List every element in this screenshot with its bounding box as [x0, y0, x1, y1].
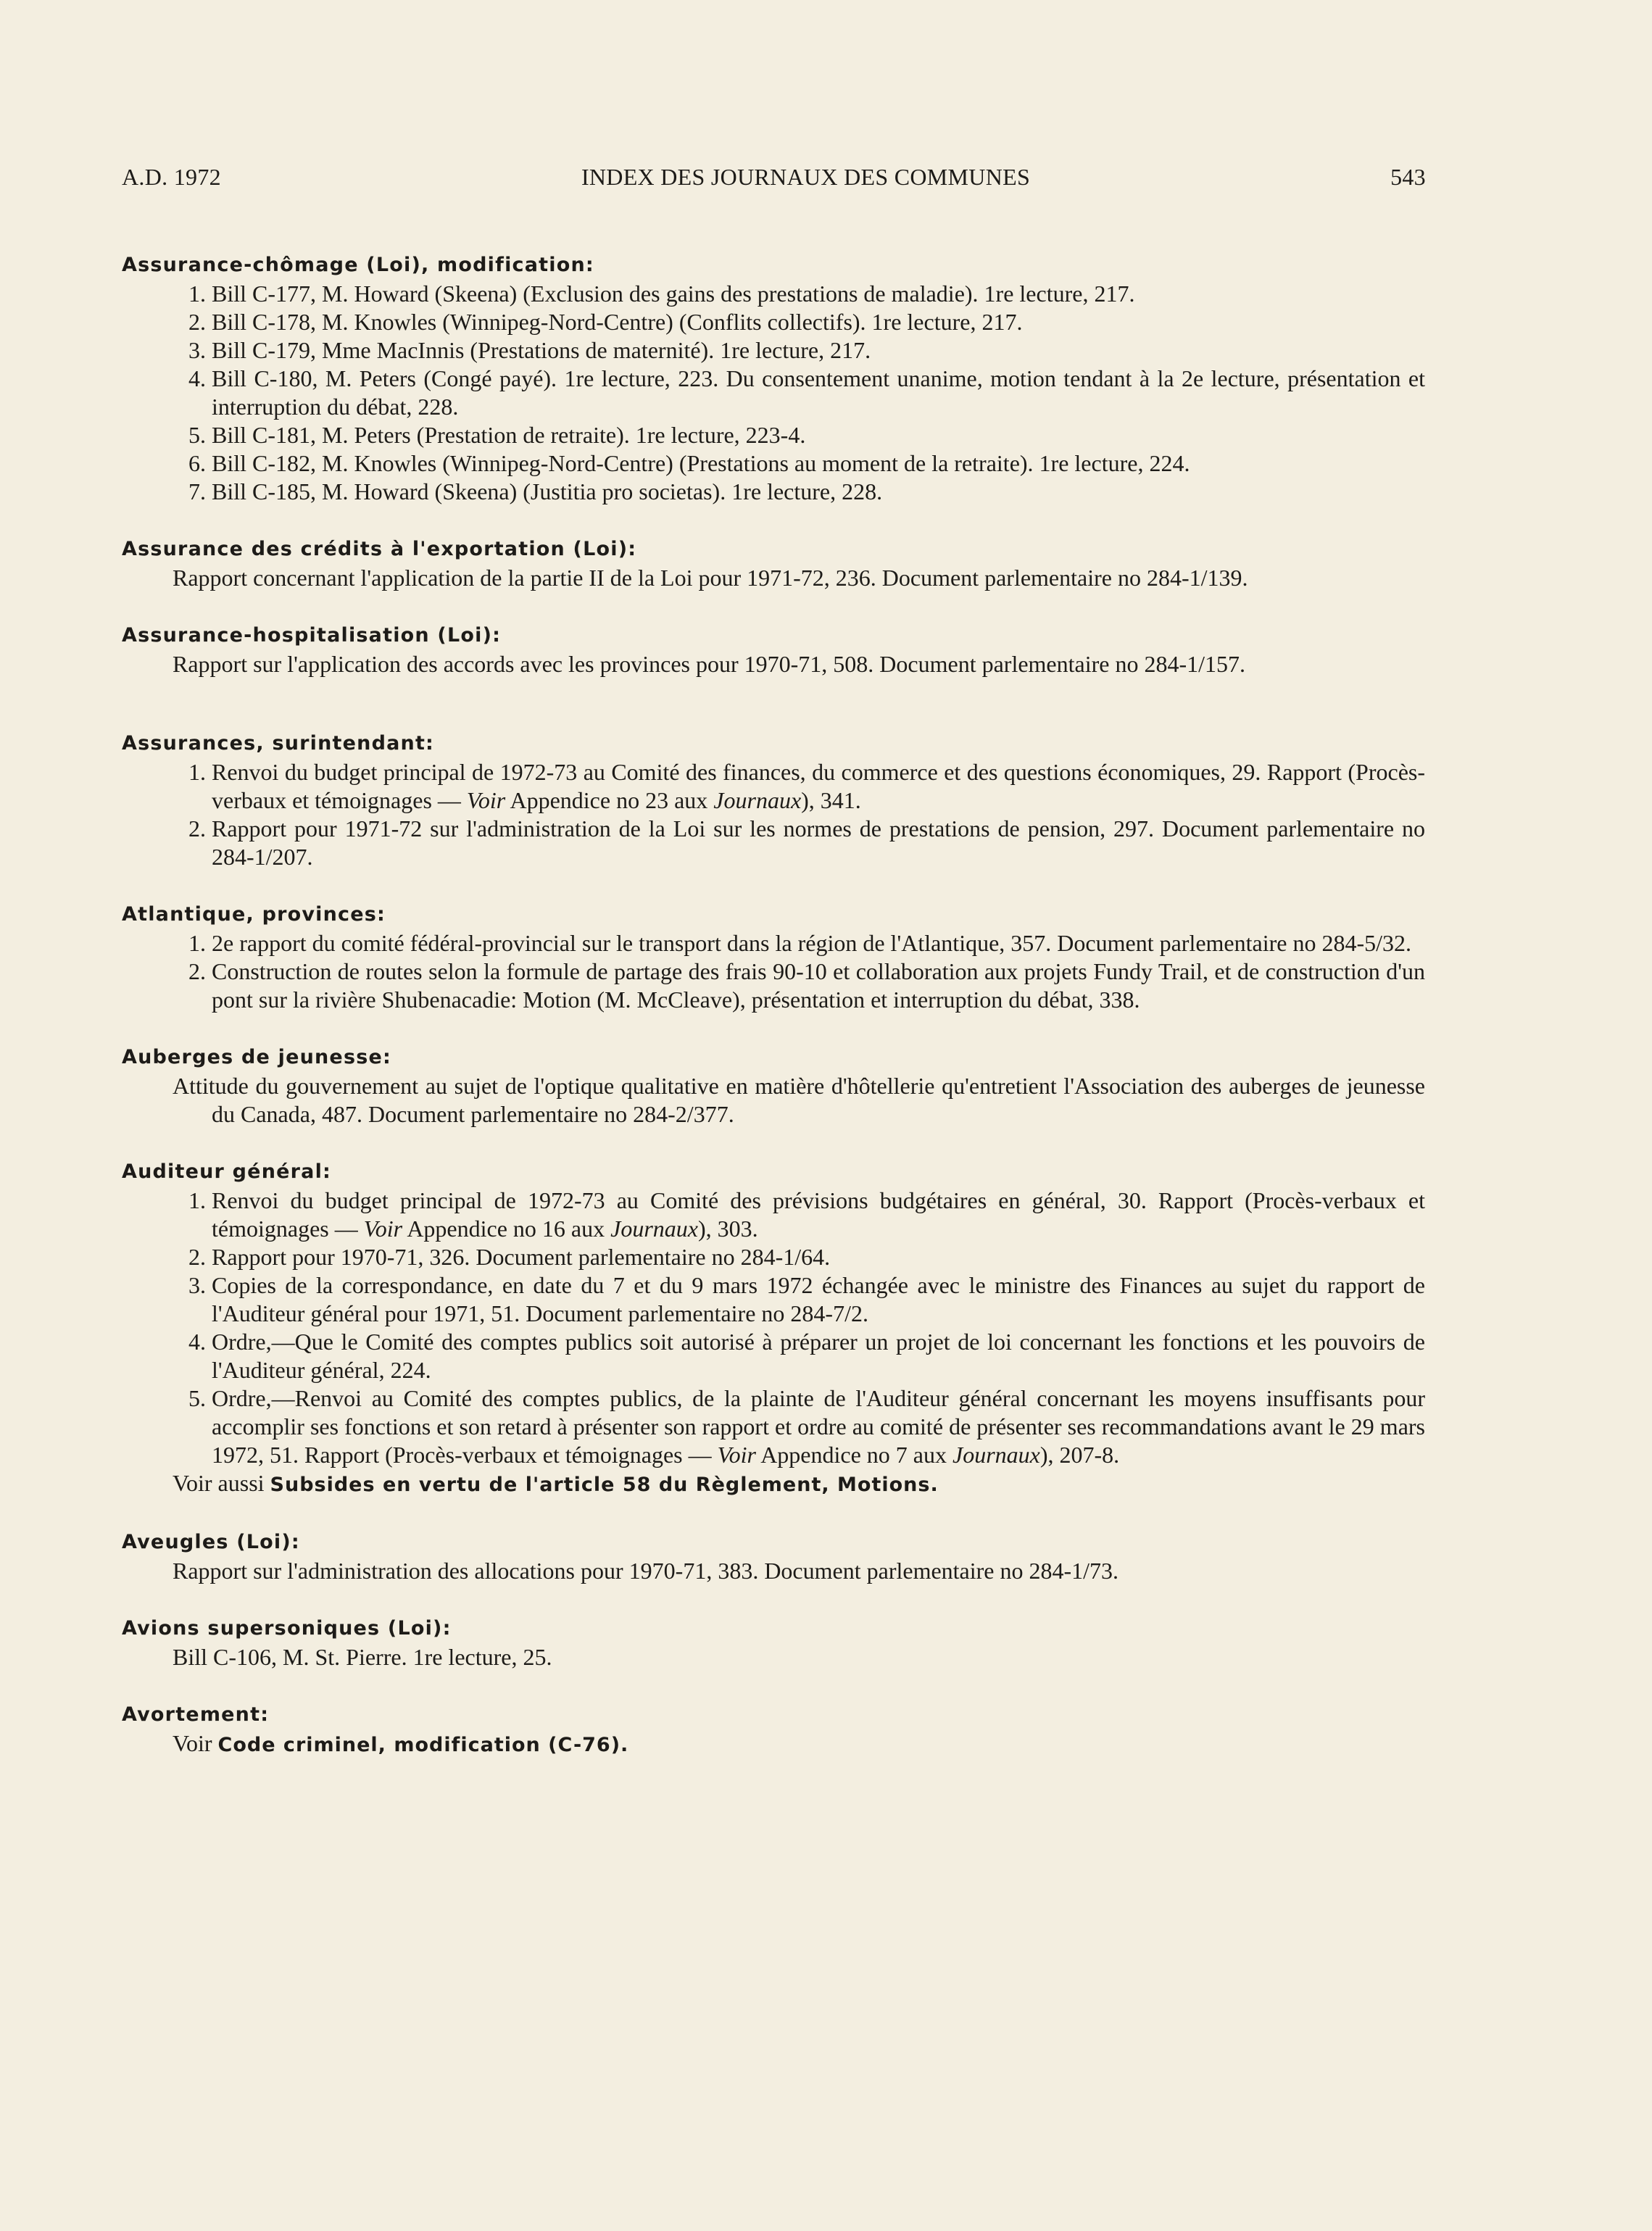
list-item: 2. Rapport pour 1971-72 sur l'administration de la Loi sur les normes de prestations de pension, 297. Document parlementaire no 284-1/207. [188, 815, 1425, 870]
list-item: 6. Bill C-182, M. Knowles (Winnipeg-Nord-Centre) (Prestations au moment de la retraite). 1re lecture, 224. [188, 450, 1190, 476]
index-entry-atlantique-provinces [120, 900, 1425, 1014]
index-entry-auditeur-general [120, 1158, 1425, 1499]
list-item: 2. Bill C-178, M. Knowles (Winnipeg-Nord-Centre) (Conflits collectifs). 1re lecture, 217. [188, 309, 1023, 335]
see-reference: Voir Code criminel, modification (C-76). [173, 1730, 629, 1756]
index-entry-assurance-chomage [120, 251, 1425, 506]
entry-text: Rapport sur l'application des accords avec les provinces pour 1970-71, 508. Document parlementaire no 284-1/157. [173, 651, 1246, 677]
list-item: 1. Renvoi du budget principal de 1972-73 au Comité des finances, du commerce et des questions économiques, 29. Rapport (Procès-verbaux et témoignages — Voir Appendice no 23 aux Journaux), 341. [188, 759, 1425, 813]
page-number: 543 [1390, 164, 1426, 190]
list-item: 4. Ordre,—Que le Comité des comptes publics soit autorisé à préparer un projet de loi concernant les fonctions et les pouvoirs de l'Auditeur général, 224. [188, 1329, 1425, 1383]
list-item: 7. Bill C-185, M. Howard (Skeena) (Justitia pro societas). 1re lecture, 228. [188, 478, 883, 504]
list-item: 5. Bill C-181, M. Peters (Prestation de retraite). 1re lecture, 223-4. [188, 422, 806, 448]
header-year: A.D. 1972 [122, 164, 221, 190]
entry-text: Bill C-106, M. St. Pierre. 1re lecture, 25. [173, 1644, 552, 1670]
entry-heading: Aveugles (Loi): [122, 1531, 300, 1553]
list-item: 1. Renvoi du budget principal de 1972-73 au Comité des prévisions budgétaires en général, 30. Rapport (Procès-verbaux et témoignages — Voir Appendice no 16 aux Journaux), 303. [188, 1187, 1425, 1242]
entry-text: Rapport sur l'administration des allocations pour 1970-71, 383. Document parlementaire no 284-1/73. [173, 1558, 1119, 1584]
list-item: 1. Bill C-177, M. Howard (Skeena) (Exclusion des gains des prestations de maladie). 1re lecture, 217. [188, 281, 1135, 307]
index-content [120, 251, 1425, 1788]
entry-heading: Assurance-hospitalisation (Loi): [122, 624, 502, 647]
entry-text: Attitude du gouvernement au sujet de l'optique qualitative en matière d'hôtellerie qu'entretient l'Association des auberges de jeunesse du Canada, 487. Document parlementaire no 284-2/377. [173, 1073, 1425, 1127]
entry-heading: Auberges de jeunesse: [122, 1046, 391, 1068]
list-item: 3. Copies de la correspondance, en date du 7 et du 9 mars 1972 échangée avec le ministre des Finances au sujet du rapport de l'Auditeur général pour 1971, 51. Document parlementaire no 284-7/2. [188, 1272, 1425, 1326]
index-entry-auberges-de-jeunesse [120, 1043, 1425, 1129]
list-item: 3. Bill C-179, Mme MacInnis (Prestations de maternité). 1re lecture, 217. [188, 337, 871, 363]
list-item: 4. Bill C-180, M. Peters (Congé payé). 1re lecture, 223. Du consentement unanime, motion tendant à la 2e lecture, présentation et interruption du débat, 228. [188, 365, 1425, 420]
entry-heading: Avions supersoniques (Loi): [122, 1617, 452, 1640]
index-entry-avions-supersoniques [120, 1614, 1425, 1671]
index-entry-avortement [120, 1700, 1425, 1759]
list-item: 5. Ordre,—Renvoi au Comité des comptes publics, de la plainte de l'Auditeur général concernant les moyens insuffisants pour accomplir ses fonctions et son retard à présenter son rapport et ordre au comité de présenter ses recommandations avant le 29 mars 1972, 51. Rapport (Procès-verbaux et témoignages — Voir Appendice no 7 aux Journaux), 207-8. [188, 1385, 1425, 1468]
index-entry-assurance-hospitalisation [120, 621, 1425, 678]
list-item: 2. Rapport pour 1970-71, 326. Document parlementaire no 284-1/64. [188, 1244, 831, 1270]
header-title: INDEX DES JOURNAUX DES COMMUNES [581, 164, 1031, 190]
entry-heading: Atlantique, provinces: [122, 903, 386, 926]
index-entry-assurances-surintendant [120, 729, 1425, 871]
see-also-reference: Voir aussi Subsides en vertu de l'article 58 du Règlement, Motions. [173, 1470, 939, 1496]
entry-heading: Auditeur général: [122, 1160, 332, 1183]
entry-heading: Avortement: [122, 1703, 270, 1726]
running-header [122, 164, 1426, 191]
entry-heading: Assurances, surintendant: [122, 732, 435, 755]
index-entry-assurance-credits-exportation [120, 535, 1425, 592]
entry-text: Rapport concernant l'application de la partie II de la Loi pour 1971-72, 236. Document parlementaire no 284-1/139. [173, 565, 1248, 591]
list-item: 2. Construction de routes selon la formule de partage des frais 90-10 et collaboration aux projets Fundy Trail, et de construction d'un pont sur la rivière Shubenacadie: Motion (M. McCleave), présentation et interruption du débat, 338. [188, 958, 1425, 1013]
list-item: 1. 2e rapport du comité fédéral-provincial sur le transport dans la région de l'Atlantique, 357. Document parlementaire no 284-5/32. [188, 930, 1412, 956]
entry-heading: Assurance des crédits à l'exportation (Loi): [122, 538, 637, 560]
index-entry-aveugles [120, 1528, 1425, 1585]
entry-heading: Assurance-chômage (Loi), modification: [122, 254, 594, 276]
